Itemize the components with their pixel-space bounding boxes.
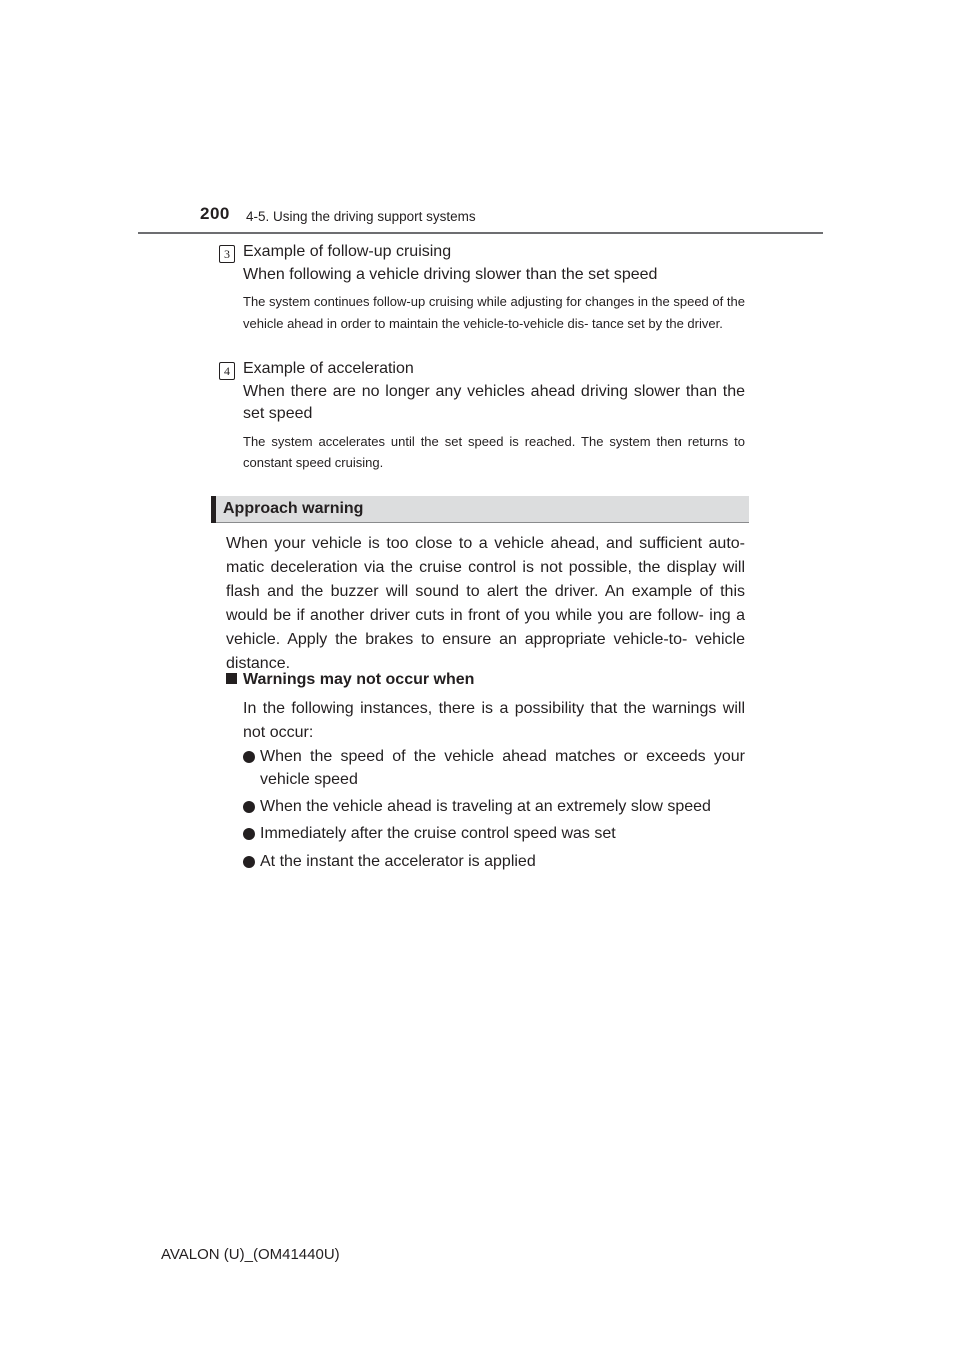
bullet-dot-icon (243, 801, 255, 813)
square-bullet-icon (226, 673, 237, 684)
approach-warning-heading: Approach warning (223, 500, 364, 517)
item-acceleration (243, 358, 745, 474)
list-item-text: When the vehicle ahead is traveling at an extremely slow speed (260, 798, 711, 815)
list-item-text: At the instant the accelerator is applied (260, 853, 536, 870)
approach-warning-body: When your vehicle is too close to a vehicle ahead, and sufficient auto- matic deceleration via the cruise control is not possible, the display will flash and the buzzer will sound to alert the driver. An example of this would be if another driver cuts in front of you while you are follow- ing a vehicle. Apply the brakes to ensure an appropriate vehicle-to- vehicle distance. (226, 535, 745, 672)
list-item (243, 823, 745, 846)
list-item (243, 851, 745, 874)
footer-model-code: AVALON (U)_(OM41440U) (161, 1246, 340, 1263)
bullet-dot-icon (243, 751, 255, 763)
page-number: 200 (200, 204, 230, 223)
section-title: 4-5. Using the driving support systems (246, 209, 476, 224)
item-number-badge: 4 (219, 362, 235, 380)
item-subtitle: When following a vehicle driving slower than the set speed (243, 265, 658, 283)
item-description: The system accelerates until the set speed is reached. The system then returns to constant speed cruising. (243, 433, 745, 470)
warnings-heading (226, 671, 474, 689)
item-title: Example of acceleration (243, 360, 414, 377)
bullet-dot-icon (243, 856, 255, 868)
item-title: Example of follow-up cruising (243, 243, 452, 260)
item-subtitle: When there are no longer any vehicles ahead driving slower than the set speed (243, 382, 745, 422)
item-number-badge: 3 (219, 245, 235, 263)
item-description: The system continues follow-up cruising while adjusting for changes in the speed of the vehicle ahead in order to maintain the vehicle-to-vehicle dis- tance set by the driver. (243, 294, 745, 331)
list-item (243, 746, 745, 791)
warnings-heading-text: Warnings may not occur when (243, 671, 475, 688)
header-divider (138, 232, 823, 234)
heading-accent (211, 496, 216, 523)
warnings-intro: In the following instances, there is a possibility that the warnings will not occur: (243, 700, 745, 741)
approach-warning-heading-bar (211, 496, 749, 523)
item-follow-up-cruising (243, 241, 745, 334)
list-item-text: When the speed of the vehicle ahead matches or exceeds your vehicle speed (260, 748, 745, 788)
list-item (243, 796, 745, 819)
bullet-dot-icon (243, 828, 255, 840)
list-item-text: Immediately after the cruise control speed was set (260, 825, 616, 842)
